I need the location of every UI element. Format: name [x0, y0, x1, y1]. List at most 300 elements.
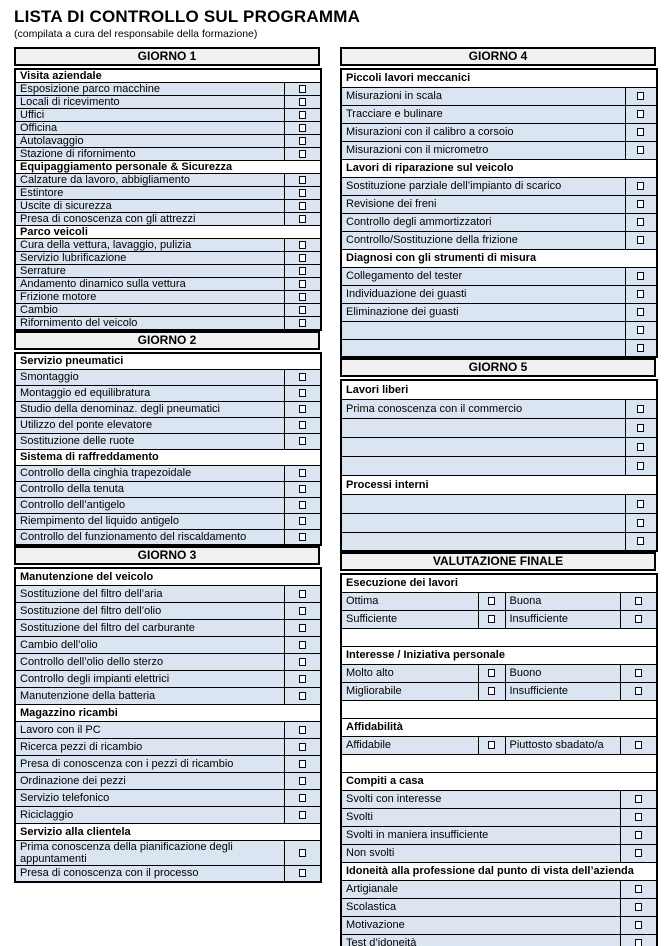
- subsection-row: [15, 704, 321, 721]
- checkbox-cell: [284, 772, 321, 789]
- checklist-row: [341, 610, 657, 628]
- checklist-row: [341, 213, 657, 231]
- item-label: Presa di conoscenza con il processo: [15, 865, 284, 882]
- checkbox-icon[interactable]: [299, 469, 306, 477]
- checkbox-icon[interactable]: [635, 849, 642, 857]
- checkbox-cell: [284, 278, 321, 291]
- item-label: Manutenzione della batteria: [15, 687, 284, 704]
- checklist-row: [15, 529, 321, 545]
- checkbox-cell: [625, 87, 657, 105]
- item-label: Prima conoscenza con il commercio: [341, 399, 625, 418]
- section-header-giorno-5: GIORNO 5: [340, 358, 656, 377]
- section-header-giorno-3: GIORNO 3: [14, 546, 320, 565]
- item-label: Smontaggio: [15, 369, 284, 385]
- item-label: [341, 494, 625, 513]
- page-subtitle: (compilata a cura del responsabile della formazione): [14, 28, 258, 40]
- checklist-row: [15, 433, 321, 449]
- subsection-label: Sistema di raffreddamento: [15, 449, 321, 465]
- item-label: Tracciare e bulinare: [341, 105, 625, 123]
- subsection-row: [341, 249, 657, 267]
- item-label: Controllo degli impianti elettrici: [15, 670, 284, 687]
- checkbox-icon[interactable]: [488, 741, 495, 749]
- checkbox-cell: [284, 789, 321, 806]
- checklist-row: [15, 865, 321, 882]
- section-table-giorno-3: [14, 567, 322, 883]
- checkbox-icon[interactable]: [637, 537, 644, 545]
- spacer-row: [341, 700, 657, 718]
- checklist-row: [15, 806, 321, 823]
- checkbox-cell: [284, 865, 321, 882]
- checklist-row: [341, 664, 657, 682]
- item-label: Sostituzione del filtro dell’aria: [15, 585, 284, 602]
- checkbox-icon[interactable]: [637, 110, 644, 118]
- checklist-row: [341, 513, 657, 532]
- item-label: Presa di conoscenza con i pezzi di ricambio: [15, 755, 284, 772]
- checkbox-icon[interactable]: [299, 607, 306, 615]
- checkbox-cell: [620, 664, 657, 682]
- item-label: Cura della vettura, lavaggio, pulizia: [15, 239, 284, 252]
- checkbox-icon[interactable]: [635, 687, 642, 695]
- checkbox-cell: [620, 880, 657, 898]
- checklist-row: [15, 602, 321, 619]
- checkbox-icon[interactable]: [637, 519, 644, 527]
- checkbox-icon[interactable]: [635, 597, 642, 605]
- checkbox-icon[interactable]: [635, 669, 642, 677]
- checkbox-icon[interactable]: [299, 641, 306, 649]
- checkbox-icon[interactable]: [299, 267, 306, 275]
- subsection-row: [15, 69, 321, 83]
- checkbox-cell: [284, 304, 321, 317]
- checklist-row: [341, 898, 657, 916]
- checkbox-cell: [284, 619, 321, 636]
- checklist-row: [15, 265, 321, 278]
- checkbox-cell: [284, 806, 321, 823]
- item-label: [341, 321, 625, 339]
- checkbox-cell: [625, 177, 657, 195]
- checkbox-icon[interactable]: [637, 146, 644, 154]
- checkbox-icon[interactable]: [637, 443, 644, 451]
- checkbox-cell: [478, 610, 505, 628]
- section-table-valutazione-finale: [340, 573, 658, 946]
- checklist-row: [341, 808, 657, 826]
- subsection-label: Servizio pneumatici: [15, 353, 321, 369]
- item-label: Ricerca pezzi di ricambio: [15, 738, 284, 755]
- checkbox-cell: [284, 369, 321, 385]
- item-label: Controllo/Sostituzione della frizione: [341, 231, 625, 249]
- checkbox-icon[interactable]: [299, 869, 306, 877]
- checkbox-icon[interactable]: [299, 202, 306, 210]
- checklist-row: [341, 592, 657, 610]
- checkbox-icon[interactable]: [635, 795, 642, 803]
- spacer-cell: [341, 628, 657, 646]
- subsection-row: [341, 574, 657, 592]
- item-label: Controllo della tenuta: [15, 481, 284, 497]
- checkbox-icon[interactable]: [299, 280, 306, 288]
- item-label: Individuazione dei guasti: [341, 285, 625, 303]
- checklist-row: [341, 437, 657, 456]
- checklist-row: [15, 291, 321, 304]
- checkbox-cell: [478, 682, 505, 700]
- checklist-row: [341, 123, 657, 141]
- checkbox-cell: [284, 653, 321, 670]
- item-label: Servizio telefonico: [15, 789, 284, 806]
- checkbox-cell: [284, 417, 321, 433]
- checklist-row: [341, 177, 657, 195]
- checkbox-cell: [625, 195, 657, 213]
- section-header-giorno-2: GIORNO 2: [14, 331, 320, 350]
- checkbox-cell: [625, 105, 657, 123]
- checkbox-cell: [478, 592, 505, 610]
- checklist-row: [341, 285, 657, 303]
- checkbox-icon[interactable]: [299, 150, 306, 158]
- checkbox-icon[interactable]: [299, 501, 306, 509]
- checkbox-icon[interactable]: [299, 658, 306, 666]
- item-label: Affidabile: [341, 736, 478, 754]
- item-label: Molto alto: [341, 664, 478, 682]
- subsection-row: [341, 380, 657, 399]
- checklist-row: [341, 231, 657, 249]
- checklist-row: [15, 401, 321, 417]
- checkbox-icon[interactable]: [637, 272, 644, 280]
- checkbox-cell: [284, 291, 321, 304]
- checkbox-cell: [284, 187, 321, 200]
- checkbox-cell: [284, 602, 321, 619]
- subsection-label: Visita aziendale: [15, 69, 321, 83]
- item-label: Estintore: [15, 187, 284, 200]
- checkbox-icon[interactable]: [637, 128, 644, 136]
- checkbox-cell: [284, 385, 321, 401]
- item-label: Frizione motore: [15, 291, 284, 304]
- checkbox-icon[interactable]: [635, 615, 642, 623]
- checkbox-icon[interactable]: [299, 241, 306, 249]
- checkbox-icon[interactable]: [635, 741, 642, 749]
- checkbox-cell: [284, 265, 321, 278]
- checklist-row: [15, 239, 321, 252]
- item-label: [341, 532, 625, 551]
- section-table-giorno-2: [14, 352, 322, 546]
- checklist-row: [341, 916, 657, 934]
- checkbox-cell: [625, 513, 657, 532]
- checkbox-cell: [284, 109, 321, 122]
- item-label: Collegamento del tester: [341, 267, 625, 285]
- checkbox-cell: [620, 934, 657, 946]
- checklist-row: [15, 83, 321, 96]
- item-label: Riempimento del liquido antigelo: [15, 513, 284, 529]
- item-label: Controllo dell’antigelo: [15, 497, 284, 513]
- item-label: [341, 418, 625, 437]
- checkbox-cell: [284, 213, 321, 226]
- item-label: Controllo dell’olio dello sterzo: [15, 653, 284, 670]
- checkbox-cell: [625, 303, 657, 321]
- checkbox-icon[interactable]: [299, 215, 306, 223]
- checkbox-icon[interactable]: [637, 236, 644, 244]
- checklist-row: [15, 278, 321, 291]
- checklist-row: [15, 481, 321, 497]
- item-label: Controllo degli ammortizzatori: [341, 213, 625, 231]
- checkbox-icon[interactable]: [299, 111, 306, 119]
- checkbox-icon[interactable]: [637, 326, 644, 334]
- checklist-row: [15, 96, 321, 109]
- checkbox-cell: [284, 481, 321, 497]
- checklist-row: [15, 187, 321, 200]
- subsection-row: [15, 823, 321, 840]
- checkbox-icon[interactable]: [637, 405, 644, 413]
- checkbox-cell: [284, 465, 321, 481]
- checklist-row: [341, 934, 657, 946]
- subsection-row: [15, 568, 321, 585]
- checkbox-icon[interactable]: [299, 692, 306, 700]
- item-label: Misurazioni con il micrometro: [341, 141, 625, 159]
- spacer-row: [341, 754, 657, 772]
- checkbox-icon[interactable]: [637, 92, 644, 100]
- checklist-row: [341, 195, 657, 213]
- item-label: Misurazioni in scala: [341, 87, 625, 105]
- checkbox-cell: [284, 755, 321, 772]
- checkbox-cell: [620, 844, 657, 862]
- checklist-row: [341, 87, 657, 105]
- checkbox-icon[interactable]: [299, 85, 306, 93]
- checkbox-cell: [284, 239, 321, 252]
- checklist-row: [341, 418, 657, 437]
- checkbox-icon[interactable]: [299, 306, 306, 314]
- subsection-row: [15, 226, 321, 239]
- checkbox-cell: [620, 826, 657, 844]
- checklist-row: [15, 148, 321, 161]
- checkbox-icon[interactable]: [299, 726, 306, 734]
- checkbox-icon[interactable]: [637, 290, 644, 298]
- item-label: Test d’idoneità: [341, 934, 620, 946]
- item-label: Presa di conoscenza con gli attrezzi: [15, 213, 284, 226]
- checkbox-cell: [284, 252, 321, 265]
- checkbox-cell: [284, 687, 321, 704]
- checkbox-icon[interactable]: [488, 669, 495, 677]
- item-label: Cambio dell’olio: [15, 636, 284, 653]
- item-label: Montaggio ed equilibratura: [15, 385, 284, 401]
- checkbox-icon[interactable]: [635, 921, 642, 929]
- checkbox-icon[interactable]: [299, 624, 306, 632]
- checklist-row: [15, 687, 321, 704]
- checkbox-icon[interactable]: [299, 293, 306, 301]
- checkbox-cell: [284, 585, 321, 602]
- checkbox-icon[interactable]: [299, 743, 306, 751]
- checkbox-icon[interactable]: [635, 885, 642, 893]
- subsection-label: Lavori liberi: [341, 380, 657, 399]
- item-label: Buono: [505, 664, 620, 682]
- checkbox-icon[interactable]: [299, 389, 306, 397]
- checklist-row: [15, 840, 321, 865]
- checkbox-icon[interactable]: [299, 254, 306, 262]
- checklist-row: [15, 252, 321, 265]
- checkbox-icon[interactable]: [299, 849, 306, 857]
- checklist-row: [341, 880, 657, 898]
- column-right: [340, 47, 656, 946]
- subsection-row: [15, 449, 321, 465]
- checklist-row: [15, 755, 321, 772]
- checkbox-cell: [284, 122, 321, 135]
- item-label: Prima conoscenza della pianificazione degli appuntamenti: [15, 840, 284, 865]
- checkbox-cell: [625, 418, 657, 437]
- checkbox-cell: [284, 317, 321, 331]
- section-header-valutazione-finale: VALUTAZIONE FINALE: [340, 552, 656, 571]
- checkbox-icon[interactable]: [299, 405, 306, 413]
- checkbox-cell: [620, 790, 657, 808]
- checkbox-cell: [284, 83, 321, 96]
- checkbox-icon[interactable]: [299, 137, 306, 145]
- checkbox-icon[interactable]: [299, 777, 306, 785]
- item-label: Riciclaggio: [15, 806, 284, 823]
- spacer-cell: [341, 754, 657, 772]
- checkbox-cell: [625, 532, 657, 551]
- subsection-row: [341, 646, 657, 664]
- checkbox-cell: [625, 321, 657, 339]
- checkbox-cell: [284, 738, 321, 755]
- checkbox-cell: [625, 141, 657, 159]
- checkbox-cell: [625, 399, 657, 418]
- subsection-label: Affidabilità: [341, 718, 657, 736]
- checkbox-icon[interactable]: [635, 903, 642, 911]
- checkbox-icon[interactable]: [635, 939, 642, 946]
- checkbox-icon[interactable]: [637, 462, 644, 470]
- checkbox-cell: [625, 456, 657, 475]
- section-table-giorno-1: [14, 68, 322, 331]
- item-label: Andamento dinamico sulla vettura: [15, 278, 284, 291]
- checkbox-cell: [625, 267, 657, 285]
- checkbox-cell: [620, 736, 657, 754]
- item-label: Ordinazione dei pezzi: [15, 772, 284, 789]
- subsection-label: Diagnosi con gli strumenti di misura: [341, 249, 657, 267]
- checkbox-cell: [620, 592, 657, 610]
- checklist-row: [15, 670, 321, 687]
- checkbox-cell: [284, 840, 321, 865]
- checkbox-cell: [284, 135, 321, 148]
- checkbox-icon[interactable]: [635, 831, 642, 839]
- checkbox-cell: [284, 148, 321, 161]
- checkbox-cell: [284, 174, 321, 187]
- checkbox-cell: [284, 497, 321, 513]
- checkbox-cell: [620, 610, 657, 628]
- checkbox-cell: [478, 736, 505, 754]
- checkbox-cell: [478, 664, 505, 682]
- checkbox-icon[interactable]: [299, 533, 306, 541]
- item-label: Officina: [15, 122, 284, 135]
- item-label: Calzature da lavoro, abbigliamento: [15, 174, 284, 187]
- checklist-row: [341, 303, 657, 321]
- section-header-giorno-4: GIORNO 4: [340, 47, 656, 66]
- checklist-row: [15, 304, 321, 317]
- checkbox-icon[interactable]: [488, 687, 495, 695]
- item-label: Sostituzione parziale dell’impianto di scarico: [341, 177, 625, 195]
- column-left: [14, 47, 320, 883]
- checkbox-icon[interactable]: [299, 421, 306, 429]
- subsection-label: Servizio alla clientela: [15, 823, 321, 840]
- checklist-row: [341, 399, 657, 418]
- checklist-row: [341, 682, 657, 700]
- item-label: Eliminazione dei guasti: [341, 303, 625, 321]
- item-label: Stazione di rifornimento: [15, 148, 284, 161]
- checkbox-icon[interactable]: [299, 98, 306, 106]
- item-label: Svolti: [341, 808, 620, 826]
- item-label: Insufficiente: [505, 682, 620, 700]
- checkbox-icon[interactable]: [299, 794, 306, 802]
- checkbox-icon[interactable]: [299, 590, 306, 598]
- item-label: Studio della denominaz. degli pneumatici: [15, 401, 284, 417]
- subsection-label: Piccoli lavori meccanici: [341, 69, 657, 87]
- item-label: Buona: [505, 592, 620, 610]
- checkbox-cell: [284, 529, 321, 545]
- spacer-cell: [341, 700, 657, 718]
- checkbox-icon[interactable]: [637, 344, 644, 352]
- checkbox-cell: [284, 433, 321, 449]
- checklist-row: [15, 738, 321, 755]
- checkbox-icon[interactable]: [488, 597, 495, 605]
- checklist-row: [15, 772, 321, 789]
- checkbox-icon[interactable]: [637, 182, 644, 190]
- checklist-row: [15, 619, 321, 636]
- checkbox-cell: [620, 916, 657, 934]
- item-label: Misurazioni con il calibro a corsoio: [341, 123, 625, 141]
- section-table-giorno-4: [340, 68, 658, 358]
- checklist-row: [15, 789, 321, 806]
- item-label: Piuttosto sbadato/a: [505, 736, 620, 754]
- subsection-label: Lavori di riparazione sul veicolo: [341, 159, 657, 177]
- subsection-row: [341, 69, 657, 87]
- checklist-row: [15, 385, 321, 401]
- checkbox-cell: [625, 437, 657, 456]
- checkbox-icon[interactable]: [635, 813, 642, 821]
- checklist-row: [341, 456, 657, 475]
- checkbox-icon[interactable]: [637, 308, 644, 316]
- checklist-row: [341, 321, 657, 339]
- item-label: Non svolti: [341, 844, 620, 862]
- checkbox-icon[interactable]: [299, 373, 306, 381]
- item-label: Uffici: [15, 109, 284, 122]
- checkbox-icon[interactable]: [299, 319, 306, 327]
- checkbox-icon[interactable]: [299, 675, 306, 683]
- checkbox-cell: [625, 123, 657, 141]
- section-table-giorno-5: [340, 379, 658, 552]
- item-label: Sostituzione del filtro dell’olio: [15, 602, 284, 619]
- item-label: Serrature: [15, 265, 284, 278]
- checkbox-cell: [284, 636, 321, 653]
- checklist-row: [15, 109, 321, 122]
- checklist-row: [341, 494, 657, 513]
- checkbox-icon[interactable]: [299, 517, 306, 525]
- item-label: Revisione dei freni: [341, 195, 625, 213]
- item-label: [341, 437, 625, 456]
- checklist-row: [15, 721, 321, 738]
- checkbox-cell: [625, 494, 657, 513]
- item-label: Utilizzo del ponte elevatore: [15, 417, 284, 433]
- checkbox-icon[interactable]: [299, 760, 306, 768]
- checkbox-icon[interactable]: [299, 485, 306, 493]
- checkbox-cell: [284, 200, 321, 213]
- checkbox-icon[interactable]: [299, 437, 306, 445]
- checklist-row: [15, 497, 321, 513]
- checkbox-icon[interactable]: [637, 218, 644, 226]
- checkbox-icon[interactable]: [637, 424, 644, 432]
- checkbox-icon[interactable]: [299, 124, 306, 132]
- checkbox-icon[interactable]: [637, 200, 644, 208]
- checklist-row: [341, 267, 657, 285]
- subsection-label: Manutenzione del veicolo: [15, 568, 321, 585]
- subsection-label: Equipaggiamento personale & Sicurezza: [15, 161, 321, 174]
- item-label: [341, 513, 625, 532]
- checkbox-icon[interactable]: [299, 189, 306, 197]
- checkbox-icon[interactable]: [637, 500, 644, 508]
- checkbox-icon[interactable]: [299, 176, 306, 184]
- checkbox-icon[interactable]: [299, 811, 306, 819]
- checkbox-icon[interactable]: [488, 615, 495, 623]
